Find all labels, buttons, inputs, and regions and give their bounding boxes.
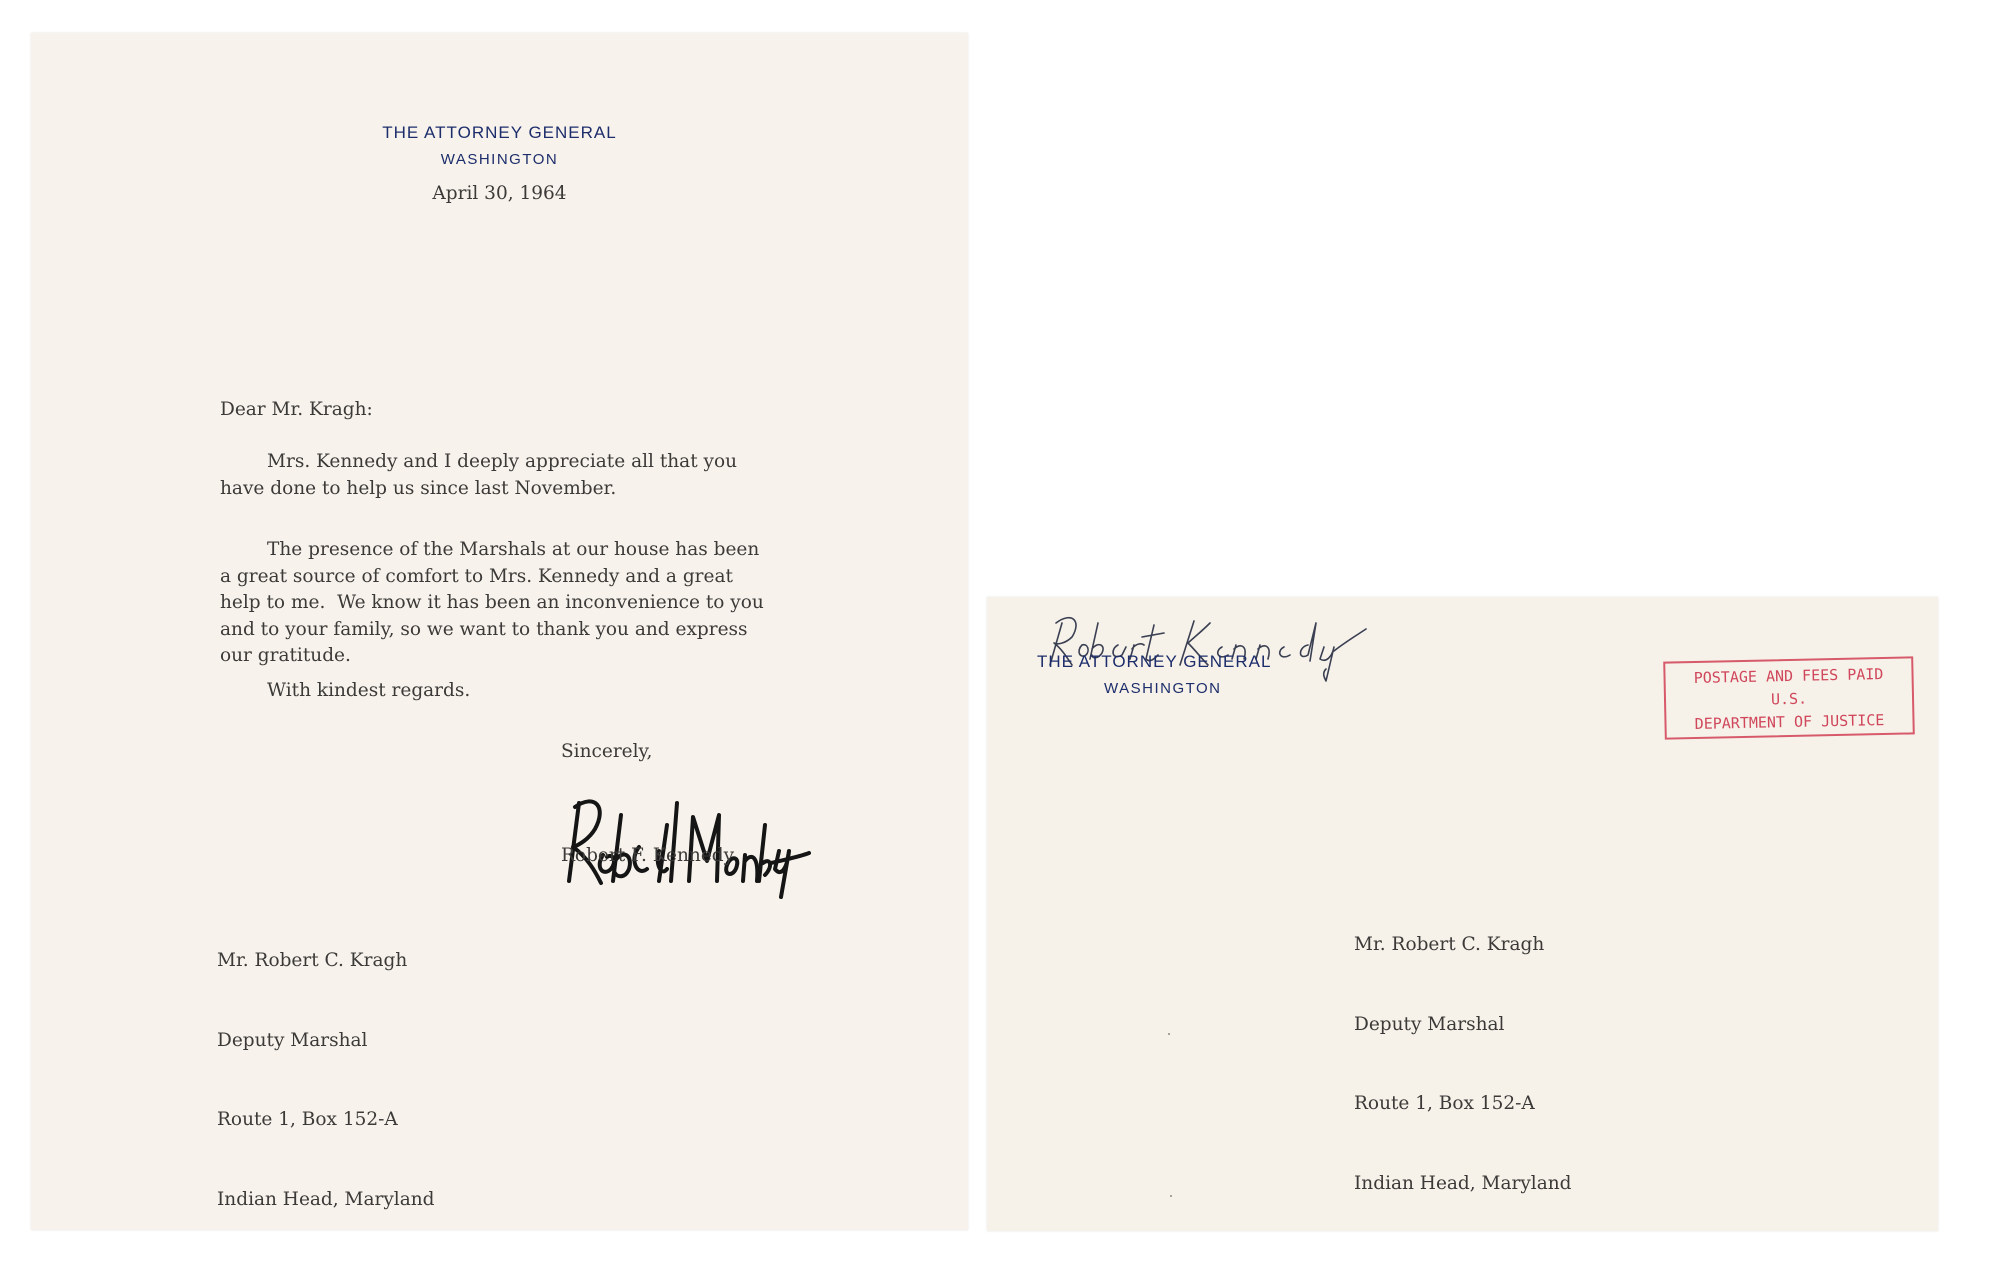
address-line: Mr. Robert C. Kragh xyxy=(1354,934,1545,955)
letter-date: April 30, 1964 xyxy=(432,183,567,204)
address-line: Indian Head, Maryland xyxy=(1354,1172,1572,1194)
postage-paid-stamp xyxy=(1663,656,1915,739)
paper-speck xyxy=(1170,1195,1172,1197)
address-line: Mr. Robert C. Kragh xyxy=(217,950,408,971)
address-line: Indian Head, Maryland xyxy=(217,1188,435,1210)
typed-signer-name: Robert F. Kennedy xyxy=(561,845,735,866)
stamp-line: U.S. xyxy=(1770,689,1808,709)
letter-sheet xyxy=(31,33,968,1230)
letter-paragraph: The presence of the Marshals at our house has been a great source of comfort to Mrs. Kennedy and a great help to me. We know it has been an inconvenience to you and to your family, so we want to thank you and express our gratitude. xyxy=(220,539,764,666)
letter-salutation: Dear Mr. Kragh: xyxy=(220,399,373,420)
paper-speck xyxy=(1168,1033,1170,1035)
letterhead-title: THE ATTORNEY GENERAL xyxy=(382,123,617,142)
stamp-line: POSTAGE AND FEES PAID xyxy=(1693,665,1884,687)
stamp-line: DEPARTMENT OF JUSTICE xyxy=(1694,711,1885,733)
letter-paragraph: With kindest regards. xyxy=(220,680,471,701)
letter-paragraph: Mrs. Kennedy and I deeply appreciate all that you have done to help us since last November. xyxy=(220,451,738,499)
envelope-letterhead-city: WASHINGTON xyxy=(1104,680,1222,697)
envelope xyxy=(987,597,1938,1231)
envelope-letterhead-title: THE ATTORNEY GENERAL xyxy=(1037,652,1272,671)
envelope-recipient-address xyxy=(1354,879,1572,1250)
address-line: Route 1, Box 152-A xyxy=(1354,1093,1535,1114)
letter-closing: Sincerely, xyxy=(561,741,653,762)
recipient-address xyxy=(217,895,435,1266)
address-line: Deputy Marshal xyxy=(1354,1013,1505,1035)
letterhead-city: WASHINGTON xyxy=(440,151,559,168)
address-line: Deputy Marshal xyxy=(217,1029,368,1051)
address-line: Route 1, Box 152-A xyxy=(217,1109,398,1130)
